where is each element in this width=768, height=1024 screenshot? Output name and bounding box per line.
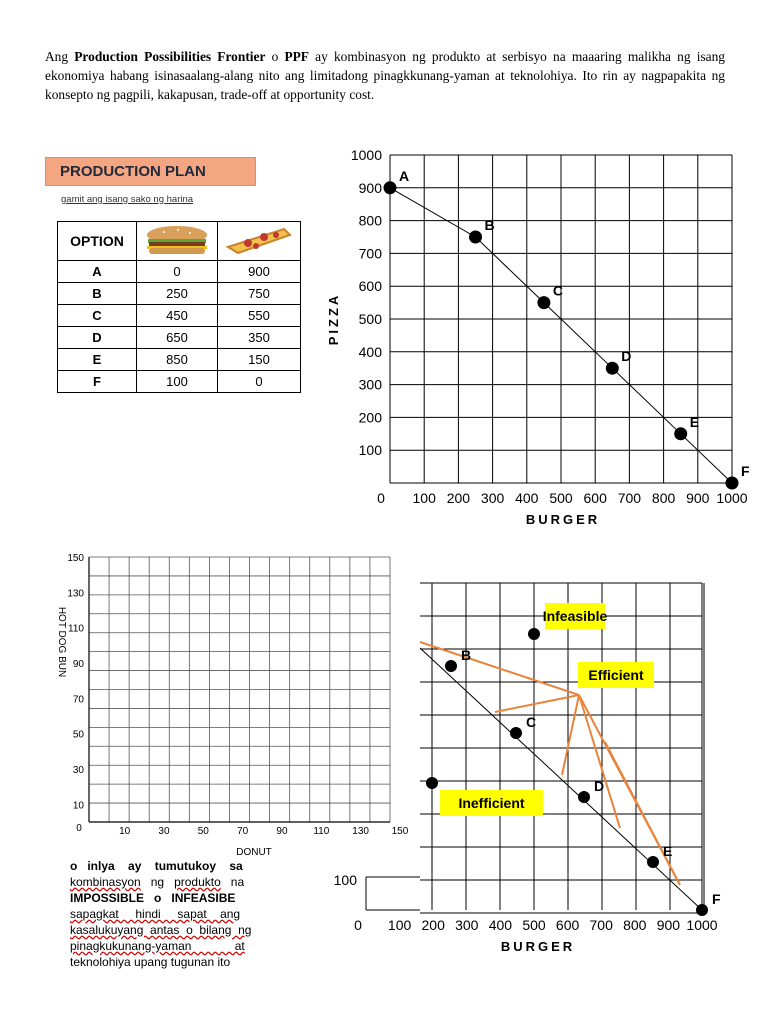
y-tick-label: 700 bbox=[358, 245, 382, 262]
y-tick-label: 110 bbox=[68, 623, 84, 635]
x-tick-label: 90 bbox=[276, 826, 288, 837]
x-tick-label: 900 bbox=[656, 917, 681, 933]
point-label: E bbox=[689, 413, 700, 430]
side-text-line: kombinasyon ng produkto na bbox=[70, 875, 245, 889]
x-tick-label: 100 bbox=[412, 490, 436, 506]
annotation-label: Infeasible bbox=[542, 608, 608, 624]
pizza-cell: 350 bbox=[218, 327, 301, 349]
y-axis-label: HOT DOG BUN bbox=[56, 606, 67, 678]
y-tick-label: 90 bbox=[72, 659, 84, 670]
side-text-line: o inlya ay tumutukoy sa bbox=[70, 859, 243, 873]
option-cell: E bbox=[58, 349, 137, 371]
data-point bbox=[696, 904, 708, 916]
option-cell: C bbox=[58, 305, 137, 327]
ppf-term: Production Possibilities Frontier bbox=[74, 49, 266, 64]
arrow-line bbox=[562, 695, 579, 775]
pizza-cell: 550 bbox=[218, 305, 301, 327]
x-tick-label: 600 bbox=[555, 917, 580, 933]
x-tick-label: 200 bbox=[421, 917, 445, 933]
option-cell: D bbox=[58, 327, 137, 349]
point-label: D bbox=[621, 348, 632, 365]
side-text-line: kasalukuyang antas o bilang ng bbox=[70, 923, 252, 937]
x-tick-label: 110 bbox=[313, 826, 330, 837]
y-tick-label: 400 bbox=[358, 343, 382, 360]
burger-cell: 100 bbox=[137, 371, 218, 393]
pizza-cell: 150 bbox=[218, 349, 301, 371]
x-tick-label: 70 bbox=[237, 826, 249, 837]
y-axis-label: PIZZA bbox=[326, 292, 341, 346]
y-tick-label: 200 bbox=[358, 409, 382, 426]
x-tick-label: 50 bbox=[197, 826, 209, 837]
data-point bbox=[426, 777, 438, 789]
side-text-line: teknolohiya upang tugunan ito bbox=[70, 955, 231, 969]
option-cell: F bbox=[58, 371, 137, 393]
x-tick-label: 900 bbox=[686, 490, 710, 506]
x-tick-label: 150 bbox=[391, 826, 409, 837]
point-label: E bbox=[663, 843, 673, 859]
y-tick-label: 300 bbox=[358, 376, 382, 393]
x-tick-label: 600 bbox=[583, 490, 607, 506]
pizza-cell: 0 bbox=[218, 371, 301, 393]
option-header: OPTION bbox=[58, 222, 137, 261]
intro-paragraph: Ang Production Possibilities Frontier o PPF ay kombinasyon ng produkto at serbisyo na maaaring malikha ng isang ekonomiya habang isinasaalang-alang nito ang limitadong pinagkkunang-yaman at teknolohiya. Ito rin ay nagpapakita ng konsepto ng pagpili, kakapusan, trade-off at opportunity cost. bbox=[45, 49, 725, 102]
burger-cell: 0 bbox=[137, 261, 218, 283]
burger-cell: 650 bbox=[137, 327, 218, 349]
point-label: D bbox=[594, 778, 605, 794]
pizza-cell: 900 bbox=[218, 261, 301, 283]
y-tick-label: 1000 bbox=[350, 147, 382, 163]
annotation-label: Efficient bbox=[588, 667, 644, 683]
point-label: A bbox=[399, 167, 410, 184]
y-tick-label: 70 bbox=[72, 694, 84, 706]
option-cell: A bbox=[58, 261, 137, 283]
option-cell: B bbox=[58, 283, 137, 305]
y-tick-label: 50 bbox=[72, 729, 84, 741]
x-tick-label: 100 bbox=[387, 917, 412, 933]
ppf-curve bbox=[420, 648, 702, 910]
ppf-abbr: PPF bbox=[284, 49, 309, 64]
x-tick-label: 200 bbox=[446, 490, 471, 506]
x-tick-label: 1000 bbox=[686, 917, 718, 933]
y-tick-label: 600 bbox=[358, 278, 382, 295]
point-label: C bbox=[552, 282, 564, 299]
data-point bbox=[578, 791, 590, 803]
x-axis-label: BURGER bbox=[525, 512, 601, 527]
x-tick-label: 700 bbox=[589, 917, 613, 933]
arrow-line bbox=[495, 695, 579, 712]
x-tick-label: 0 bbox=[377, 490, 385, 506]
x-tick-label: 800 bbox=[623, 917, 647, 933]
x-tick-label: 0 bbox=[354, 917, 362, 933]
y-tick-label: 800 bbox=[358, 212, 382, 229]
x-tick-label: 400 bbox=[515, 490, 539, 506]
x-axis-label: BURGER bbox=[500, 939, 576, 954]
burger-cell: 250 bbox=[137, 283, 218, 305]
y-tick-label: 130 bbox=[67, 588, 84, 600]
x-axis-label: DONUT bbox=[236, 847, 272, 858]
x-tick-label: 700 bbox=[617, 490, 642, 506]
infeasible-description bbox=[70, 858, 268, 969]
production-plan-title: PRODUCTION PLAN bbox=[45, 157, 256, 186]
y-tick-label: 150 bbox=[67, 553, 84, 564]
data-point bbox=[528, 628, 540, 640]
point-label: F bbox=[741, 463, 750, 479]
point-label: B bbox=[484, 217, 495, 233]
point-label: C bbox=[526, 714, 537, 730]
burger-cell: 450 bbox=[137, 305, 218, 327]
x-tick-label: 800 bbox=[651, 490, 676, 506]
y-tick-label: 10 bbox=[72, 800, 84, 812]
point-label: F bbox=[712, 891, 721, 907]
y-tick-label: 500 bbox=[358, 311, 382, 327]
side-text-line: sapagkat hindi sapat ang bbox=[70, 907, 241, 921]
y-tick-label: 30 bbox=[72, 765, 84, 776]
side-text-line: IMPOSSIBLE o INFEASIBE bbox=[70, 891, 236, 905]
x-tick-label: 10 bbox=[119, 826, 131, 837]
burger-cell: 850 bbox=[137, 349, 218, 371]
data-point bbox=[510, 727, 522, 739]
data-point bbox=[647, 856, 659, 868]
x-tick-label: 30 bbox=[158, 826, 170, 837]
point-label: B bbox=[461, 647, 472, 663]
x-tick-label: 500 bbox=[549, 490, 573, 506]
x-tick-label: 300 bbox=[480, 490, 505, 506]
x-tick-label: 130 bbox=[352, 826, 369, 837]
x-tick-label: 0 bbox=[76, 823, 82, 834]
y-tick-label: 900 bbox=[358, 179, 382, 196]
x-tick-label: 300 bbox=[455, 917, 479, 933]
side-text-line: pinagkukunang-yaman at bbox=[70, 939, 245, 953]
pizza-cell: 750 bbox=[218, 283, 301, 305]
production-plan-caption: gamit ang isang sako ng harina bbox=[61, 194, 194, 205]
annotation-label: Inefficient bbox=[458, 795, 525, 811]
x-tick-label: 500 bbox=[522, 917, 546, 933]
x-tick-label: 1000 bbox=[716, 490, 748, 506]
y-tick-label: 100 bbox=[358, 442, 382, 459]
x-tick-label: 400 bbox=[488, 917, 513, 933]
data-point bbox=[445, 660, 457, 672]
y-tick-label: 100 bbox=[333, 872, 357, 888]
